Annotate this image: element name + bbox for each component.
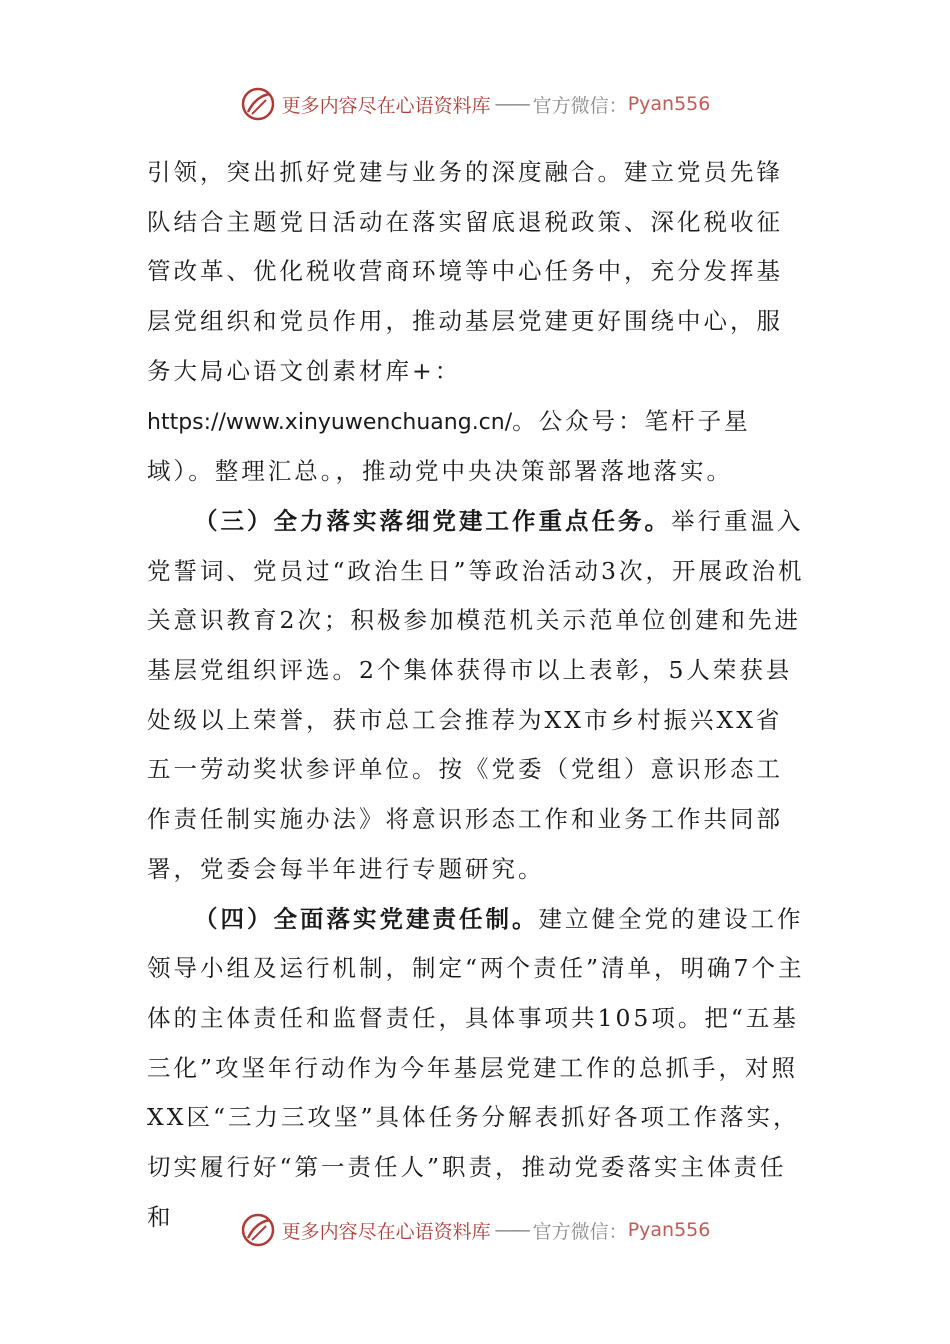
paragraph-2 <box>147 497 807 895</box>
banner-brand: 更多内容尽在心语资料库 <box>281 1220 491 1243</box>
website-link[interactable]: https://www.xinyuwenchuang.cn/ <box>147 409 513 435</box>
banner-wechat-id: Pyan556 <box>627 1219 711 1241</box>
section-heading-4: （四）全面落实党建责任制。 <box>194 904 539 933</box>
paragraph-2-body: 举行重温入党誓词、党员过“政治生日”等政治活动3次，开展政治机关意识教育2次；积极参加模范机关示范单位创建和先进基层党组织评选。2个集体获得市以上表彰，5人荣获县处级以上荣誉，获市总工会推荐为XX市乡村振兴XX省五一劳动奖状参评单位。按《党委（党组）意识形态工作责任制实施办法》将意识形态工作和业务工作共同部署，党委会每半年进行专题研究。 <box>147 506 805 883</box>
banner-brand: 更多内容尽在心语资料库 <box>281 94 491 117</box>
section-heading-3: （三）全力落实落细党建工作重点任务。 <box>194 506 671 535</box>
logo-icon <box>240 1212 276 1248</box>
paragraph-1-tail: 。公众号：笔杆子星域）。整理汇总。，推动党中央决策部署落地落实。 <box>147 406 751 486</box>
paragraph-1 <box>147 148 807 497</box>
header-watermark <box>0 84 950 124</box>
paragraph-3 <box>147 895 807 1243</box>
banner-wechat-label: 官方微信： <box>532 1220 628 1243</box>
footer-watermark <box>0 1210 950 1250</box>
banner-wechat-id: Pyan556 <box>627 93 711 115</box>
logo-icon <box>240 86 276 122</box>
paragraph-1-text: 引领，突出抓好党建与业务的深度融合。建立党员先锋队结合主题党日活动在落实留底退税政策、深化税收征管改革、优化税收营商环境等中心任务中，充分发挥基层党组织和党员作用，推动基层党建更好围绕中心，服务大局心语文创素材库+： <box>147 158 783 385</box>
banner-dash: —— <box>494 93 529 115</box>
document-body <box>147 148 807 1242</box>
banner-dash: —— <box>494 1219 529 1241</box>
banner-wechat-label: 官方微信： <box>532 94 628 117</box>
paragraph-3-body: 建立健全党的建设工作领导小组及运行机制，制定“两个责任”清单，明确7个主体的主体责任和监督责任，具体事项共105项。把“五基三化”攻坚年行动作为今年基层党建工作的总抓手，对照XX区“三力三攻坚”具体任务分解表抓好各项工作落实，切实履行好“第一责任人”职责，推动党委落实主体责任和 <box>147 904 805 1231</box>
